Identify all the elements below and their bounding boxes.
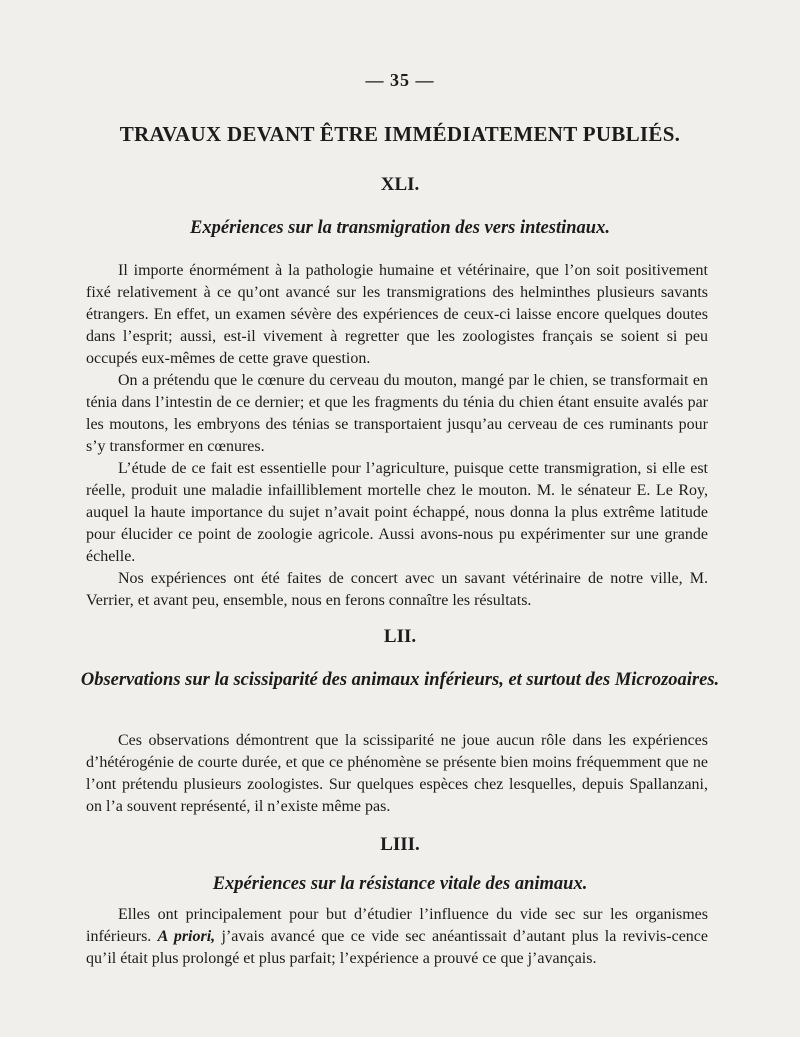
paragraph-lead: Elles ont principalement pour but d’étudier l’influence du vide sec sur les organismes inférieurs. xyxy=(86,906,708,945)
paragraph: Il importe énormément à la pathologie humaine et vétérinaire, que l’on soit positivement fixé relativement à ce qu’ont avancé sur les transmigrations des helminthes plusieurs savants étrangers. En effet, un examen sévère des expériences de ceux-ci laisse encore quelques doutes dans l’esprit; aussi, est-il vivement à regretter que les zoologistes français se soient si peu occupés eux-mêmes de cette grave question. xyxy=(86,262,708,367)
page-number: — 35 — xyxy=(365,70,435,90)
section-title-lii: Observations sur la scissiparité des animaux inférieurs, et surtout des Microzoaires. xyxy=(80,670,720,690)
section-number-liii: LIII. xyxy=(380,834,420,855)
paragraph-rest: j’avais avancé que ce vide sec anéantissait d’autant plus la revivis-cence qu’il était plus prolongé et plus parfait; l’expérience a prouvé ce que j’avançais. xyxy=(86,928,708,967)
paragraph: On a prétendu que le cœnure du cerveau du mouton, mangé par le chien, se transformait en ténia dans l’intestin de ce dernier; et que les fragments du ténia du chien étant ensuite avalés par les moutons, les embryons des ténias se transportaient jusqu’au cerveau de ces ruminants pour s’y transformer en cœnures. xyxy=(86,372,708,455)
section-title-liii: Expériences sur la résistance vitale des animaux. xyxy=(212,874,588,894)
section-number-lii: LII. xyxy=(383,626,417,647)
section-number-xli: XLI. xyxy=(380,174,420,195)
paragraph: Nos expériences ont été faites de concert avec un savant vétérinaire de notre ville, M. Verrier, et avant peu, ensemble, nous en ferons connaître les résultats. xyxy=(86,570,708,609)
paragraph: Ces observations démontrent que la scissiparité ne joue aucun rôle dans les expériences d’hétérogénie de courte durée, et que ce phénomène se présente bien moins fréquemment que ne l’ont prétendu plusieurs zoologistes. Sur quelques espèces chez lesquelles, depuis Spallanzani, on l’a souvent représenté, il n’existe même pas. xyxy=(86,732,708,815)
page-heading: TRAVAUX DEVANT ÊTRE IMMÉDIATEMENT PUBLIÉS. xyxy=(119,122,681,146)
paragraph: L’étude de ce fait est essentielle pour l’agriculture, puisque cette transmigration, si elle est réelle, produit une maladie infailliblement mortelle chez le mouton. M. le sénateur E. Le Roy, auquel la haute importance du sujet n’avait point échappé, nous donna la plus extrême latitude pour élucider ce point de zoologie agricole. Aussi avons-nous pu expérimenter sur une grande échelle. xyxy=(86,460,708,565)
section-title-xli: Expériences sur la transmigration des vers intestinaux. xyxy=(190,218,610,238)
paragraph xyxy=(86,904,708,970)
italic-phrase: A priori, xyxy=(157,928,216,945)
